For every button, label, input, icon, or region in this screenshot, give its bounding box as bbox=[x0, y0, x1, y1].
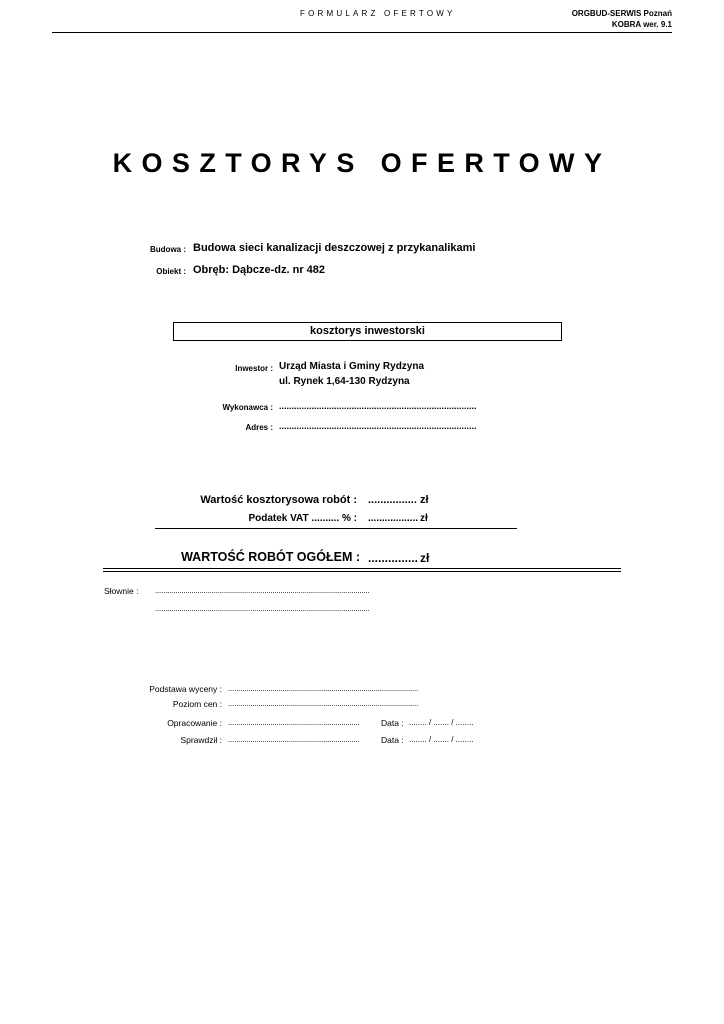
sprawdzil-field: ................................................................. bbox=[228, 735, 360, 744]
slownie-field-line2: .......................................................................................................... bbox=[155, 604, 370, 613]
estimated-value-field: ................ bbox=[368, 494, 417, 506]
inwestor-address: ul. Rynek 1,64-130 Rydzyna bbox=[279, 376, 410, 387]
estimated-value-label: Wartość kosztorysowa robót : bbox=[200, 494, 357, 506]
sprawdzil-label: Sprawdził : bbox=[180, 735, 222, 745]
vat-field: .................. bbox=[368, 513, 419, 524]
opracowanie-field: ................................................................. bbox=[228, 718, 360, 727]
total-divider-top bbox=[103, 568, 621, 569]
budowa-value: Budowa sieci kanalizacji deszczowej z przykanalikami bbox=[193, 242, 476, 254]
header-company: ORGBUD-SERWIS Poznań bbox=[571, 9, 672, 18]
opracowanie-label: Opracowanie : bbox=[167, 718, 222, 728]
opracowanie-date-field: ........ / ....... / ........ bbox=[409, 718, 474, 727]
inwestor-name: Urząd Miasta i Gminy Rydzyna bbox=[279, 361, 425, 372]
header-software-version: KOBRA wer. 9.1 bbox=[611, 20, 672, 29]
slownie-label: Słownie : bbox=[104, 586, 139, 596]
inwestor-label: Inwestor : bbox=[235, 364, 273, 373]
vat-unit: zł bbox=[420, 513, 428, 524]
total-value-unit: zł bbox=[420, 551, 430, 565]
estimate-type-box: kosztorys inwestorski bbox=[173, 322, 562, 341]
opracowanie-date-label: Data : bbox=[381, 718, 404, 728]
sprawdzil-date-label: Data : bbox=[381, 735, 404, 745]
total-value-field: ............... bbox=[368, 551, 419, 565]
obiekt-label: Obiekt : bbox=[156, 267, 186, 276]
obiekt-value: Obręb: Dąbcze-dz. nr 482 bbox=[193, 264, 326, 276]
sprawdzil-date-field: ........ / ....... / ........ bbox=[409, 735, 474, 744]
vat-label: Podatek VAT .......... % : bbox=[248, 513, 357, 524]
wykonawca-value: ............................................................................... bbox=[279, 401, 477, 411]
adres-label: Adres : bbox=[245, 423, 273, 432]
adres-value: ............................................................................... bbox=[279, 421, 477, 431]
budowa-label: Budowa : bbox=[150, 245, 186, 254]
estimated-value-unit: zł bbox=[420, 494, 429, 506]
page-title: KOSZTORYS OFERTOWY bbox=[112, 148, 612, 178]
total-value-label: WARTOŚĆ ROBÓT OGÓŁEM : bbox=[181, 550, 360, 564]
slownie-field-line1: .......................................................................................................... bbox=[155, 586, 370, 595]
header-form-title: FORMULARZ OFERTOWY bbox=[300, 9, 456, 18]
poziom-cen-field: .............................................................................................. bbox=[228, 699, 419, 708]
podstawa-wyceny-field: .............................................................................................. bbox=[228, 684, 419, 693]
header-divider bbox=[52, 32, 672, 33]
wykonawca-label: Wykonawca : bbox=[222, 403, 273, 412]
vat-divider bbox=[155, 528, 517, 529]
poziom-cen-label: Poziom cen : bbox=[172, 699, 222, 709]
total-divider-bottom bbox=[103, 571, 621, 572]
podstawa-wyceny-label: Podstawa wyceny : bbox=[149, 684, 222, 694]
